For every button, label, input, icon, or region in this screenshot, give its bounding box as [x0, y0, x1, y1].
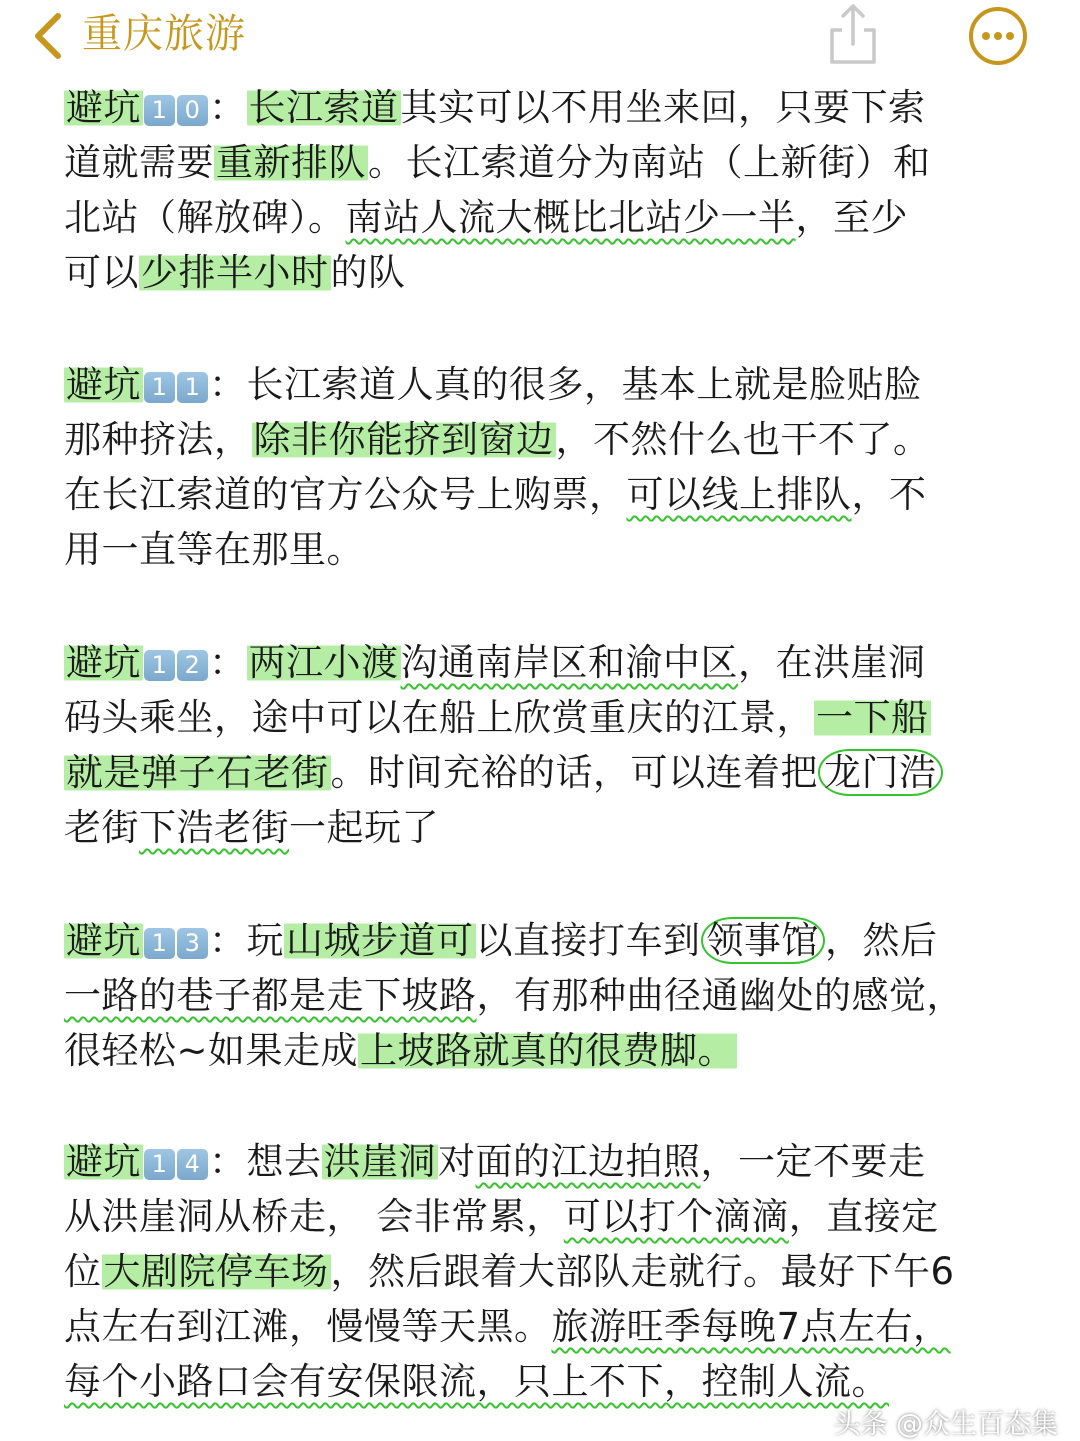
note-13: [64, 913, 1054, 1078]
note-line: [64, 913, 1054, 968]
note-line: [64, 968, 1054, 1023]
back-button[interactable]: [28, 8, 68, 64]
marked-text: 一路的巷子都是走下坡路: [64, 974, 477, 1017]
text-span: ，有那种曲径通幽处的感觉，: [476, 974, 964, 1017]
marked-text: 山城步道可: [286, 919, 474, 962]
marked-text: 重新排队: [216, 141, 366, 184]
number-badge: 1: [177, 372, 208, 403]
note-line: [64, 1354, 1054, 1409]
text-span: 很轻松~如果走成: [64, 1029, 359, 1072]
marked-text: 大剧院停车场: [103, 1250, 329, 1293]
text-span: 的队: [330, 251, 406, 294]
note-line: [64, 522, 1054, 577]
text-span: 点左右到江滩，慢慢等天黑。: [64, 1305, 552, 1348]
marked-text: 避坑: [66, 641, 141, 684]
marked-text: 每个小路口会有安保限流，只上不下，控制人流。: [64, 1360, 889, 1403]
text-span: 那种挤法，: [64, 418, 252, 461]
number-badge: 3: [177, 928, 208, 959]
text-span: 在长江索道的官方公众号上购票，: [64, 473, 627, 516]
text-span: ，不: [851, 473, 927, 516]
marked-text: 可以打个滴滴: [563, 1195, 789, 1238]
watermark: 头条 @众生百态集: [833, 1409, 1058, 1440]
marked-text: 避坑: [66, 363, 141, 406]
note-line: [64, 190, 1054, 245]
marked-text: 沟通南岸区和渝中区: [400, 641, 738, 684]
text-span: ，然后跟着大部队走就行。最好下午6: [330, 1250, 955, 1293]
text-span: ，一定不要走: [700, 1140, 926, 1183]
note-line: [64, 1299, 1054, 1354]
marked-text: 就是弹子石老街: [66, 751, 329, 794]
text-span: 从洪崖洞从桥走， 会非常累，: [64, 1195, 564, 1238]
marked-text: 上坡路就真的很费脚。: [360, 1029, 736, 1072]
number-badge: 1: [144, 372, 175, 403]
note-line: [64, 80, 1054, 135]
note-line: [64, 467, 1054, 522]
note-line: [64, 412, 1054, 467]
marked-text: 除非你能挤到窗边: [253, 418, 554, 461]
text-span: 长江索道人真的很多，基本上就是脸贴脸: [246, 363, 922, 406]
text-span: 。长江索道分为南站（上新街）和: [368, 141, 931, 184]
text-span: 老街: [64, 806, 139, 849]
text-span: 其实可以不用坐来回，只要下索: [400, 86, 926, 129]
note-line: [64, 745, 1054, 800]
text-span: 玩: [246, 919, 284, 962]
note-line: [64, 1189, 1054, 1244]
note-12: [64, 635, 1054, 855]
note-line: [64, 1023, 1054, 1078]
note-line: [64, 1244, 1054, 1299]
text-span: 道就需要: [64, 141, 214, 184]
marked-text: 两江小渡: [248, 641, 399, 684]
share-icon: [826, 2, 880, 66]
marked-text: 长江索道: [248, 86, 399, 129]
note-line: [64, 245, 1054, 300]
note-line: [64, 1134, 1054, 1189]
number-badge: 2: [177, 650, 208, 681]
note-line: [64, 635, 1054, 690]
text-span: ：: [209, 641, 247, 684]
number-badge: 1: [144, 928, 175, 959]
note-10: [64, 80, 1054, 300]
marked-text: 南站人流大概比北站少一半: [345, 196, 796, 239]
text-span: ：: [209, 86, 247, 129]
note-14: [64, 1134, 1054, 1409]
more-icon: [968, 6, 1028, 66]
share-button[interactable]: [826, 2, 880, 66]
marked-text: 龙门浩: [818, 749, 943, 796]
marked-text: 一下船: [816, 696, 929, 739]
text-span: ：: [209, 919, 247, 962]
note-line: [64, 690, 1054, 745]
text-span: ，然后: [825, 919, 938, 962]
marked-text: 面的江边拍照: [475, 1140, 701, 1183]
note-line: [64, 135, 1054, 190]
marked-text: 洪崖洞: [323, 1140, 436, 1183]
marked-text: 下浩老街: [139, 806, 289, 849]
note-11: [64, 357, 1054, 577]
marked-text: 避坑: [66, 86, 141, 129]
text-span: 对: [438, 1140, 476, 1183]
number-badge: 1: [144, 95, 175, 126]
note-line: [64, 800, 1054, 855]
text-span: ，至少: [795, 196, 908, 239]
marked-text: 避坑: [66, 1140, 141, 1183]
more-button[interactable]: [968, 6, 1028, 66]
note-line: [64, 357, 1054, 412]
text-span: 位: [64, 1250, 102, 1293]
text-span: 一起玩了: [289, 806, 439, 849]
text-span: 。时间充裕的话，可以连着把: [330, 751, 818, 794]
number-badge: 0: [177, 95, 208, 126]
number-badge: 1: [144, 650, 175, 681]
marked-text: 避坑: [66, 919, 141, 962]
text-span: ，不然什么也干不了。: [555, 418, 931, 461]
text-span: 北站（解放碑）。: [64, 196, 346, 239]
text-span: 码头乘坐，途中可以在船上欣赏重庆的江景，: [64, 696, 814, 739]
marked-text: 可以线上排队: [626, 473, 852, 516]
number-badge: 1: [144, 1149, 175, 1180]
marked-text: 旅游旺季每晚7点左右，: [551, 1305, 951, 1348]
text-span: ，直接定: [788, 1195, 939, 1238]
text-span: ：: [209, 1140, 247, 1183]
text-span: 以直接打车到: [475, 919, 701, 962]
text-span: ，在洪崖洞: [738, 641, 926, 684]
text-span: ：: [209, 363, 247, 406]
number-badge: 4: [177, 1149, 208, 1180]
page-title: 重庆旅游: [82, 11, 246, 57]
marked-text: 领事馆: [701, 917, 826, 964]
text-span: 用一直等在那里。: [64, 528, 364, 571]
text-span: 可以: [64, 251, 139, 294]
nav-bar: [0, 0, 1080, 80]
text-span: 想去: [246, 1140, 322, 1183]
marked-text: 少排半小时: [141, 251, 329, 294]
chevron-left-icon: [28, 8, 68, 64]
